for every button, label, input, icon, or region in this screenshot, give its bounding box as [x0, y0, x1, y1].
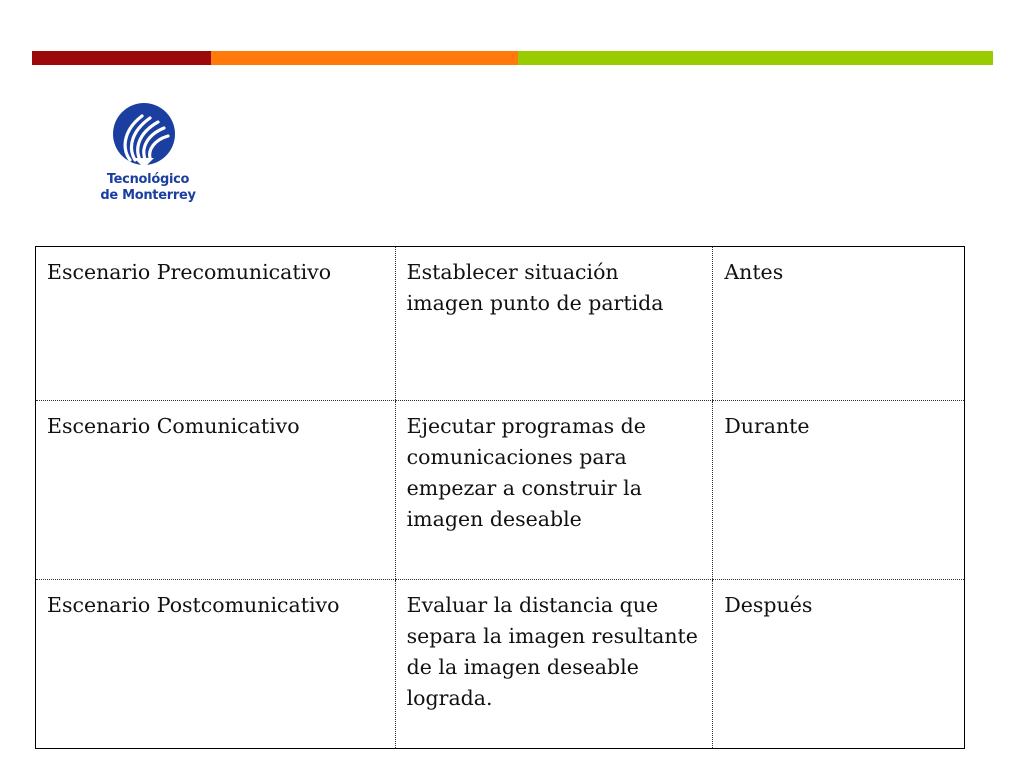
color-bar-red-segment: [32, 51, 211, 65]
logo-line-2: de Monterrey: [100, 188, 196, 203]
scenario-cell: Escenario Precomunicativo: [36, 247, 396, 401]
table-row: [36, 247, 965, 401]
timing-cell: Antes: [713, 247, 965, 401]
timing-cell: Durante: [713, 401, 965, 580]
torch-flame-icon: [112, 102, 184, 170]
communication-scenarios-table: [35, 246, 965, 749]
scenario-cell: Escenario Comunicativo: [36, 401, 396, 580]
description-cell: Establecer situación imagen punto de partida: [395, 247, 713, 401]
color-bar-green-segment: [518, 51, 993, 65]
logo-line-1: Tecnológico: [106, 172, 190, 187]
logo-wordmark: [96, 172, 200, 204]
tecnologico-de-monterrey-logo: [96, 102, 200, 210]
timing-cell: Después: [713, 580, 965, 749]
description-cell: Ejecutar programas de comunicaciones para empezar a construir la imagen deseable: [395, 401, 713, 580]
table-row: [36, 580, 965, 749]
color-bar-orange-segment: [211, 51, 518, 65]
description-cell: Evaluar la distancia que separa la imagen resultante de la imagen deseable lograda.: [395, 580, 713, 749]
header-color-bar: [32, 51, 993, 65]
table-row: [36, 401, 965, 580]
scenario-cell: Escenario Postcomunicativo: [47, 593, 340, 617]
